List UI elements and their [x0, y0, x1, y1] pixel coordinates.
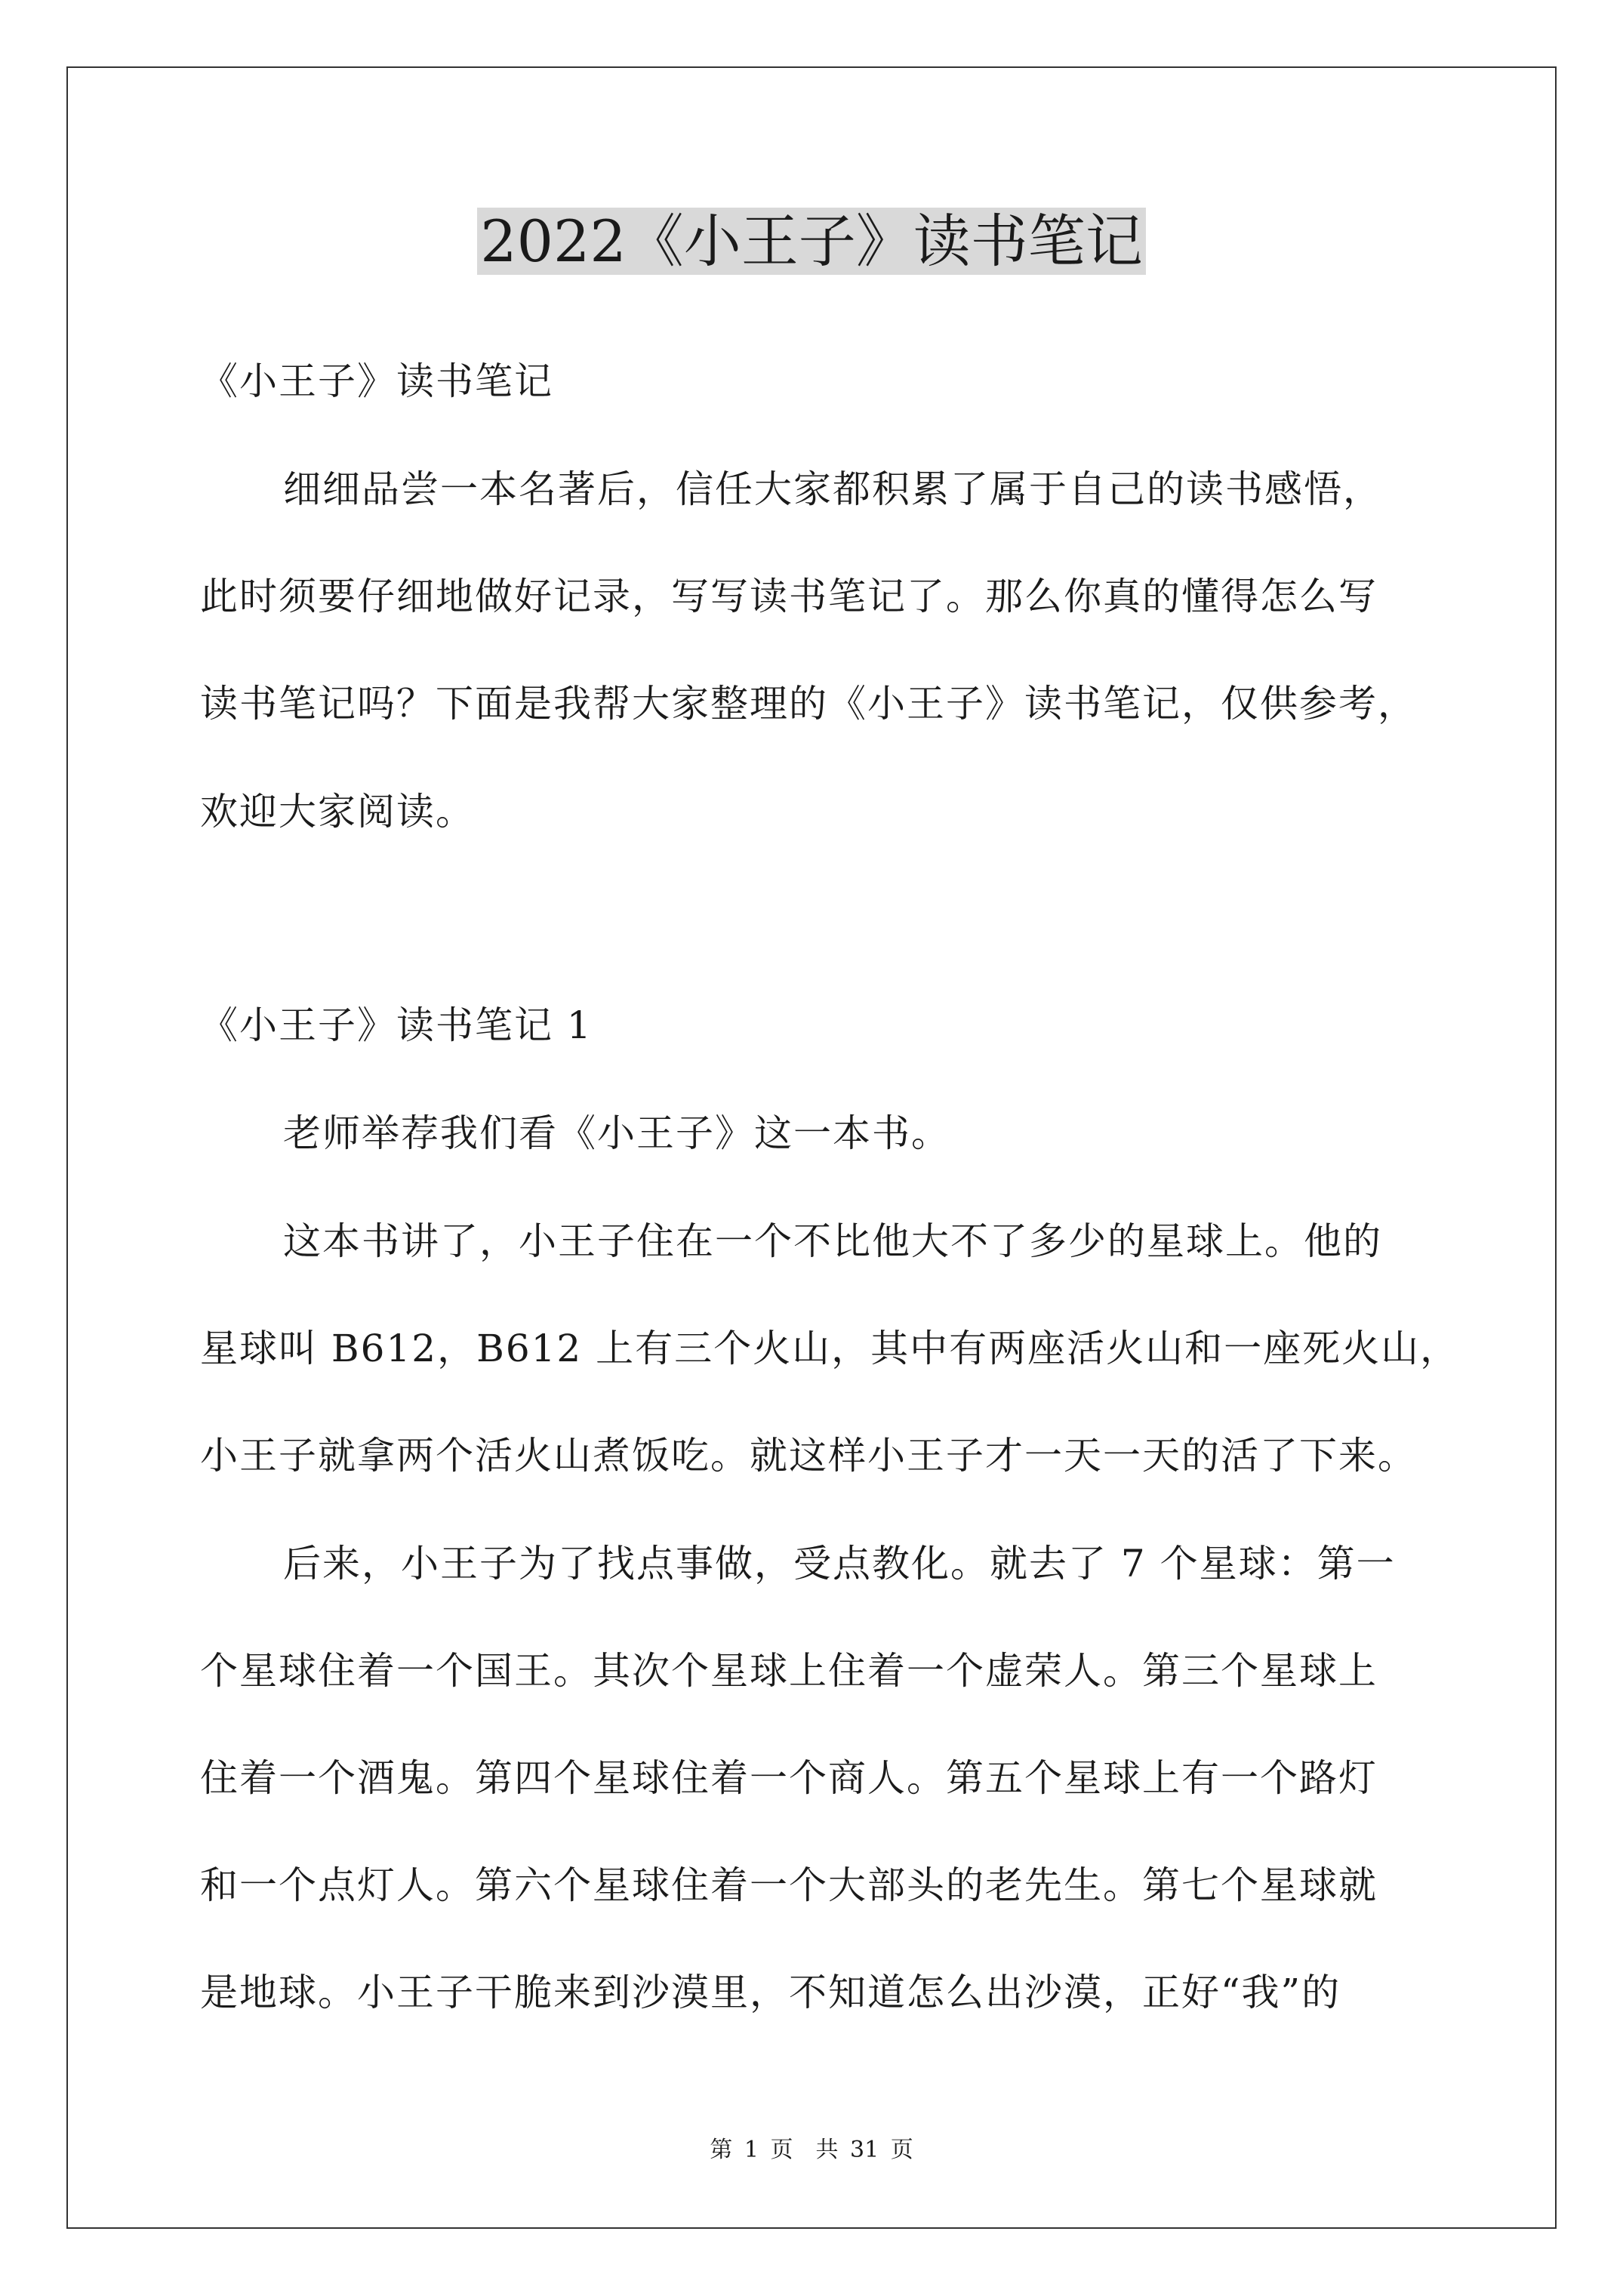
intro-paragraph-line: 读书笔记吗？下面是我帮大家整理的《小王子》读书笔记，仅供参考， [200, 682, 1417, 726]
intro-paragraph-line: 欢迎大家阅读。 [200, 790, 475, 834]
paragraph-line: 后来，小王子为了找点事做，受点教化。就去了 7 个星球：第一 [283, 1542, 1396, 1586]
paragraph-line: 星球叫 B612，B612 上有三个火山，其中有两座活火山和一座死火山， [200, 1327, 1460, 1370]
page-number: 第 1 页 共 31 页 [710, 2137, 913, 2163]
paragraph-line: 这本书讲了，小王子住在一个不比他大不了多少的星球上。他的 [283, 1219, 1382, 1263]
intro-paragraph-line: 细细品尝一本名著后，信任大家都积累了属于自己的读书感悟， [283, 467, 1382, 511]
paragraph-line: 和一个点灯人。第六个星球住着一个大部头的老先生。第七个星球就 [200, 1863, 1378, 1907]
paragraph-line: 是地球。小王子干脆来到沙漠里，不知道怎么出沙漠，正好“我”的 [200, 1971, 1341, 2014]
paragraph-line: 老师举荐我们看《小王子》这一本书。 [283, 1111, 950, 1155]
intro-heading: 《小王子》读书笔记 [200, 359, 553, 403]
document-title: 2022《小王子》读书笔记 [0, 204, 1623, 279]
paragraph-line: 住着一个酒鬼。第四个星球住着一个商人。第五个星球上有一个路灯 [200, 1756, 1378, 1800]
section-heading: 《小王子》读书笔记 1 [200, 1003, 593, 1047]
intro-paragraph-line: 此时须要仔细地做好记录，写写读书笔记了。那么你真的懂得怎么写 [200, 575, 1378, 618]
paragraph-line: 小王子就拿两个活火山煮饭吃。就这样小王子才一天一天的活了下来。 [200, 1434, 1417, 1478]
paragraph-line: 个星球住着一个国王。其次个星球上住着一个虚荣人。第三个星球上 [200, 1649, 1378, 1693]
